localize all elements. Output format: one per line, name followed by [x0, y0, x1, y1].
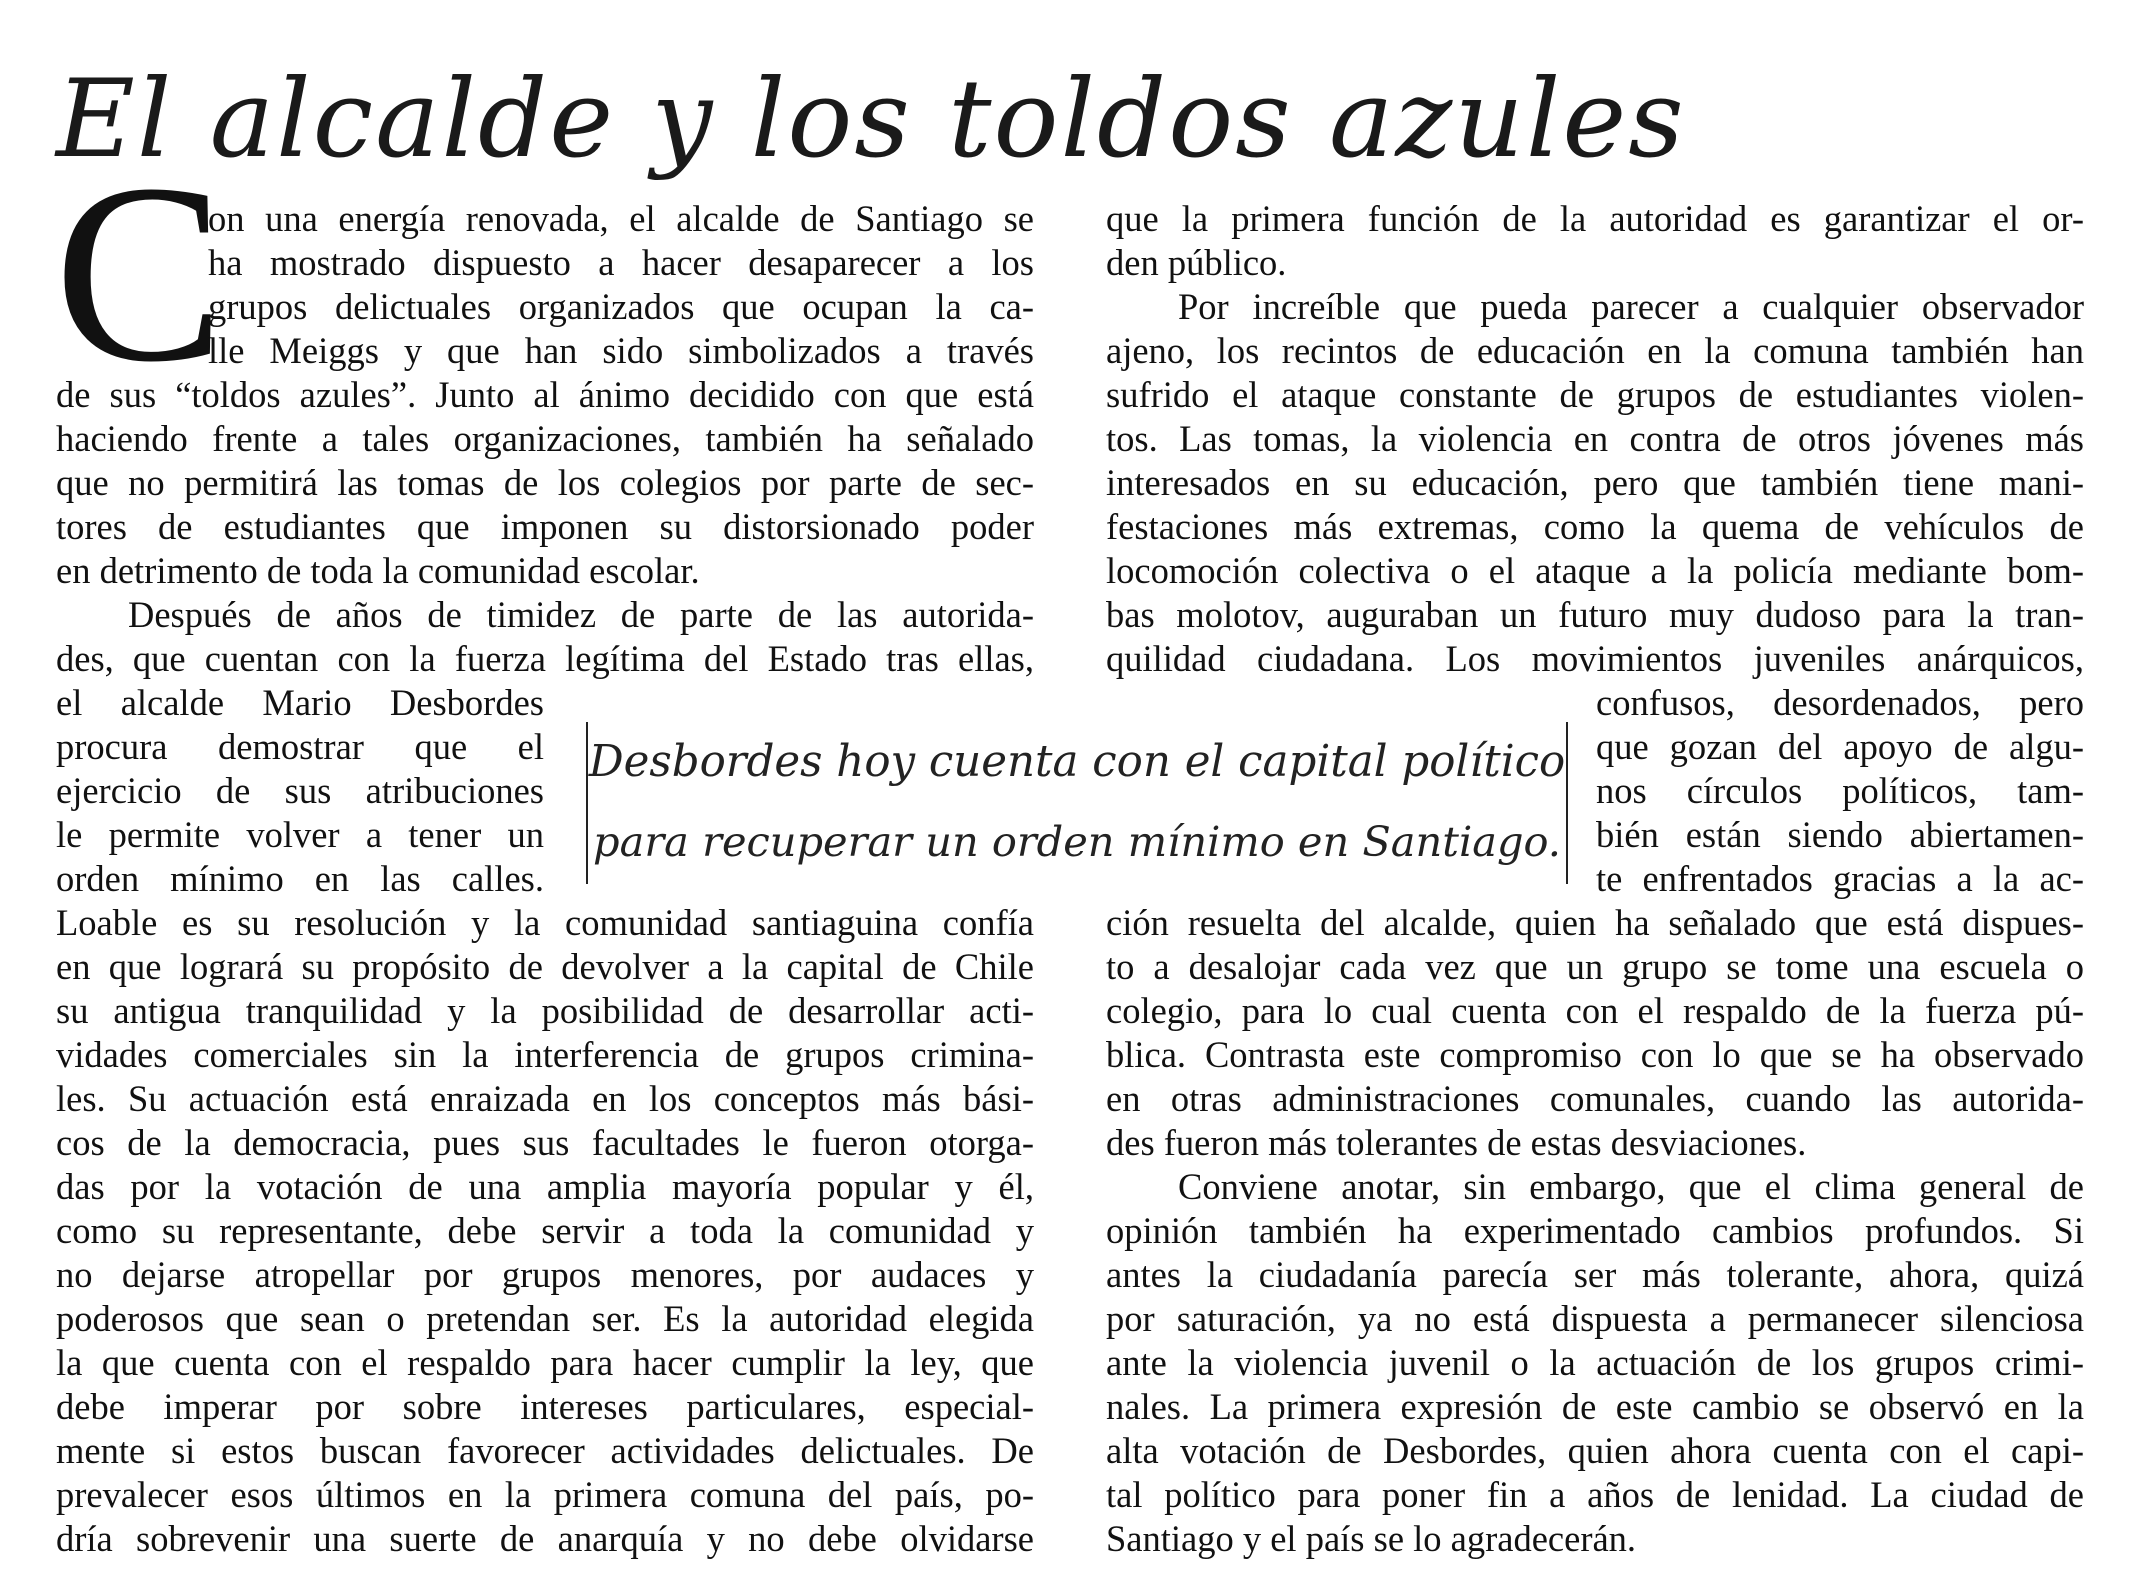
text-line: le permite volver a tener un: [56, 814, 544, 855]
text-line: en otras administraciones comunales, cuando las autorida-: [1106, 1078, 2084, 1119]
text-line: quilidad ciudadana. Los movimientos juveniles anárquicos,: [1106, 638, 2084, 679]
drop-cap: C: [54, 132, 225, 415]
text-line: tores de estudiantes que imponen su distorsionado poder: [56, 506, 1034, 547]
text-line: ajeno, los recintos de educación en la comuna también han: [1106, 330, 2084, 371]
text-line: el alcalde Mario Desbordes: [56, 682, 544, 723]
text-line: den público.: [1106, 242, 1287, 283]
text-line: colegio, para lo cual cuenta con el respaldo de la fuerza pú-: [1106, 990, 2084, 1031]
text-line: que la primera función de la autoridad es garantizar el or-: [1106, 198, 2084, 239]
text-line: procura demostrar que el: [56, 726, 544, 767]
text-line: la que cuenta con el respaldo para hacer cumplir la ley, que: [56, 1342, 1034, 1383]
text-line: Santiago y el país se lo agradecerán.: [1106, 1518, 1637, 1559]
text-line: prevalecer esos últimos en la primera comuna del país, po-: [56, 1474, 1034, 1515]
text-line: tal político para poner fin a años de lenidad. La ciudad de: [1106, 1474, 2084, 1515]
text-line: nos círculos políticos, tam-: [1596, 770, 2084, 811]
text-line: que gozan del apoyo de algu-: [1596, 726, 2084, 767]
column-1-top: [56, 197, 1034, 681]
text-line: Conviene anotar, sin embargo, que el clima general de: [1178, 1166, 2084, 1207]
text-line: en detrimento de toda la comunidad escolar.: [56, 550, 700, 591]
text-line: nales. La primera expresión de este cambio se observó en la: [1106, 1386, 2084, 1427]
text-line: blica. Contrasta este compromiso con lo que se ha observado: [1106, 1034, 2084, 1075]
text-line: haciendo frente a tales organizaciones, también ha señalado: [56, 418, 1034, 459]
column-2-bottom: [1106, 901, 2084, 1561]
column-2-top: [1106, 197, 2084, 681]
text-line: to a desalojar cada vez que un grupo se tome una escuela o: [1106, 946, 2084, 987]
text-line: que no permitirá las tomas de los colegios por parte de sec-: [56, 462, 1034, 503]
text-line: de sus “toldos azules”. Junto al ánimo decidido con que está: [56, 374, 1034, 415]
text-line: debe imperar por sobre intereses particulares, especial-: [56, 1386, 1034, 1427]
text-line: ha mostrado dispuesto a hacer desaparecer a los: [208, 242, 1034, 283]
text-line: cos de la democracia, pues sus facultades le fueron otorga-: [56, 1122, 1034, 1163]
text-line: como su representante, debe servir a toda la comunidad y: [56, 1210, 1034, 1251]
text-line: por saturación, ya no está dispuesta a permanecer silenciosa: [1106, 1298, 2084, 1339]
text-line: confusos, desordenados, pero: [1596, 682, 2084, 723]
pull-quote: [586, 722, 1568, 884]
text-line: vidades comerciales sin la interferencia de grupos crimina-: [56, 1034, 1034, 1075]
text-line: bién están siendo abiertamen-: [1596, 814, 2084, 855]
text-line: orden mínimo en las calles.: [56, 858, 544, 899]
text-line: on una energía renovada, el alcalde de Santiago se: [208, 198, 1034, 239]
text-line: lle Meiggs y que han sido simbolizados a través: [208, 330, 1034, 371]
text-line: grupos delictuales organizados que ocupan la ca-: [208, 286, 1034, 327]
text-line: antes la ciudadanía parecía ser más tolerante, ahora, quizá: [1106, 1254, 2084, 1295]
text-line: dría sobrevenir una suerte de anarquía y no debe olvidarse: [56, 1518, 1034, 1559]
text-line: Por increíble que pueda parecer a cualquier observador: [1178, 286, 2084, 327]
text-line: des, que cuentan con la fuerza legítima del Estado tras ellas,: [56, 638, 1034, 679]
text-line: en que logrará su propósito de devolver a la capital de Chile: [56, 946, 1034, 987]
text-line: Después de años de timidez de parte de las autorida-: [128, 594, 1034, 635]
pull-quote-line: Desbordes hoy cuenta con el capital político: [588, 737, 1566, 787]
text-line: ante la violencia juvenil o la actuación de los grupos crimi-: [1106, 1342, 2084, 1383]
text-line: bas molotov, auguraban un futuro muy dudoso para la tran-: [1106, 594, 2084, 635]
text-line: alta votación de Desbordes, quien ahora cuenta con el capi-: [1106, 1430, 2084, 1471]
text-line: les. Su actuación está enraizada en los conceptos más bási-: [56, 1078, 1034, 1119]
text-line: opinión también ha experimentado cambios profundos. Si: [1106, 1210, 2084, 1251]
text-line: te enfrentados gracias a la ac-: [1596, 858, 2084, 899]
text-line: festaciones más extremas, como la quema de vehículos de: [1106, 506, 2084, 547]
text-line: no dejarse atropellar por grupos menores, por audaces y: [56, 1254, 1034, 1295]
pull-quote-line: para recuperar un orden mínimo en Santiago.: [593, 817, 1561, 866]
text-line: locomoción colectiva o el ataque a la policía mediante bom-: [1106, 550, 2084, 591]
text-line: ción resuelta del alcalde, quien ha señalado que está dispues-: [1106, 902, 2084, 943]
text-line: mente si estos buscan favorecer actividades delictuales. De: [56, 1430, 1034, 1471]
article-title: El alcalde y los toldos azules: [56, 57, 1686, 182]
text-line: das por la votación de una amplia mayoría popular y él,: [56, 1166, 1034, 1207]
text-line: tos. Las tomas, la violencia en contra de otros jóvenes más: [1106, 418, 2084, 459]
text-line: des fueron más tolerantes de estas desviaciones.: [1106, 1122, 1807, 1163]
text-line: poderosos que sean o pretendan ser. Es la autoridad elegida: [56, 1298, 1034, 1339]
text-line: ejercicio de sus atribuciones: [56, 770, 544, 811]
text-line: su antigua tranquilidad y la posibilidad de desarrollar acti-: [56, 990, 1034, 1031]
text-line: sufrido el ataque constante de grupos de estudiantes violen-: [1106, 374, 2084, 415]
column-2-narrow: [1596, 681, 2084, 901]
column-1-narrow: [56, 681, 544, 901]
text-line: interesados en su educación, pero que también tiene mani-: [1106, 462, 2084, 503]
text-line: Loable es su resolución y la comunidad santiaguina confía: [56, 902, 1034, 943]
column-1-bottom: [56, 901, 1034, 1561]
